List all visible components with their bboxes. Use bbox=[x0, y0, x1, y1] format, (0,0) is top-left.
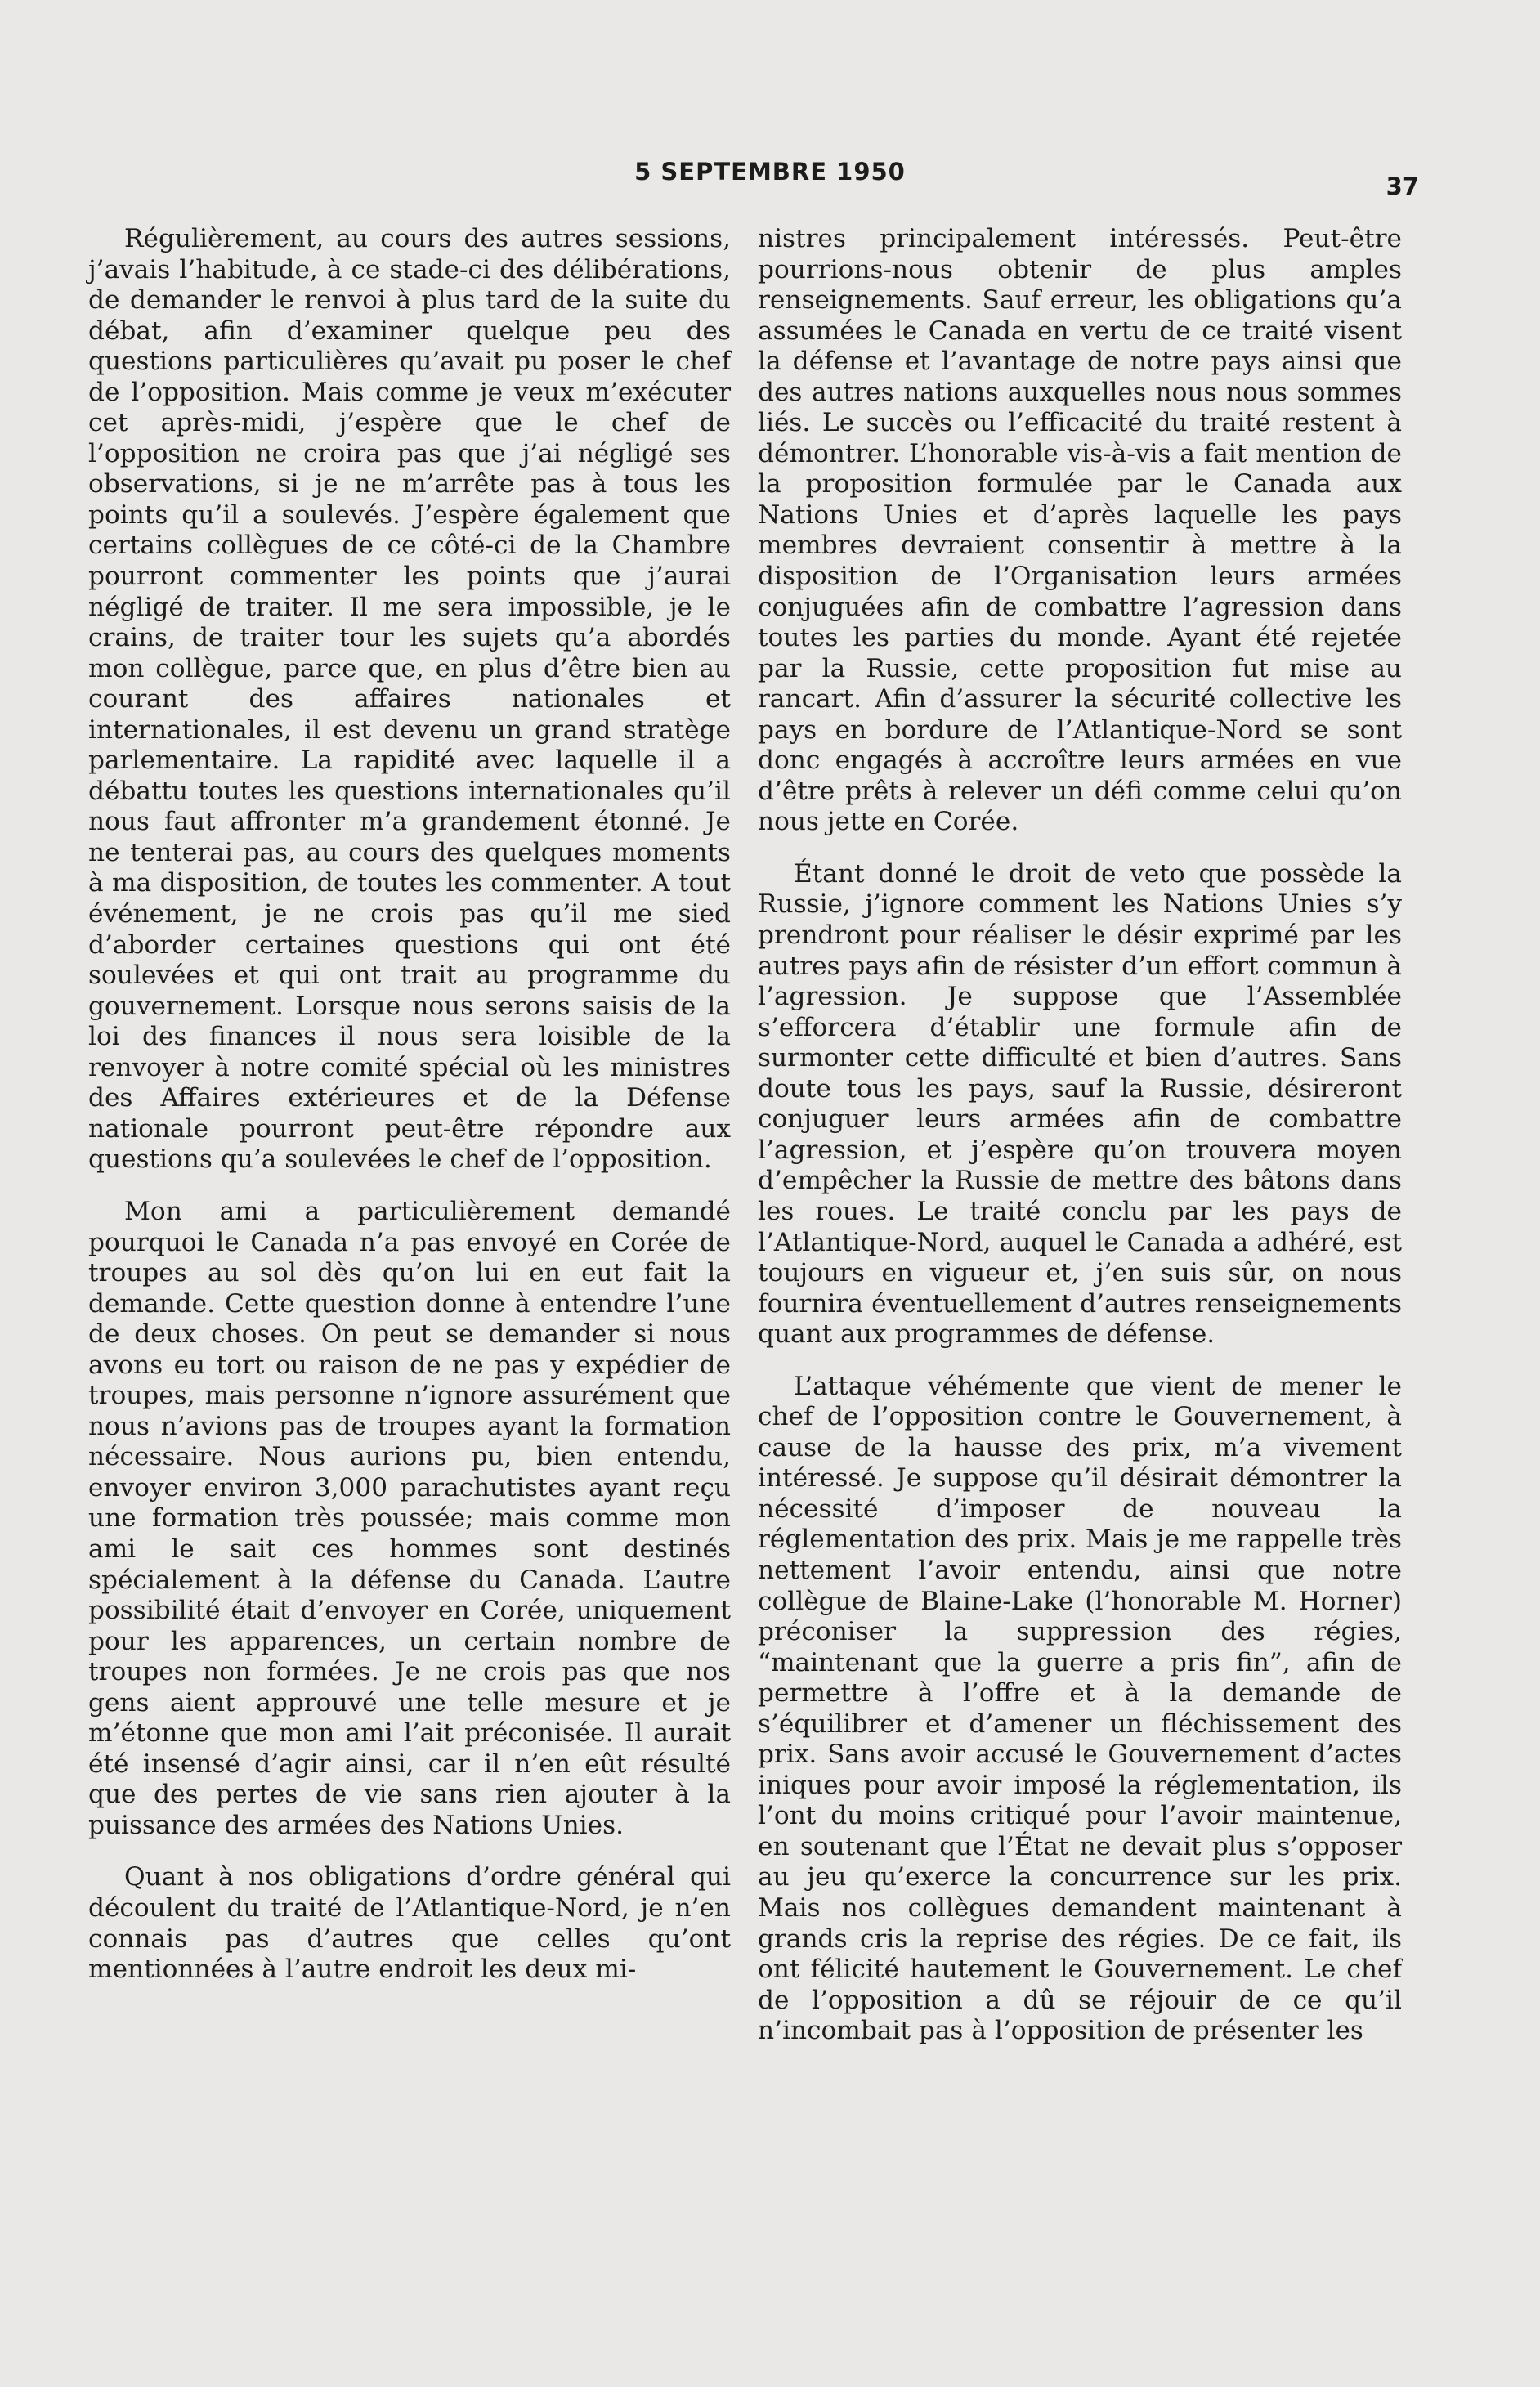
paragraph: Mon ami a particulièrement demandé pourquoi le Canada n’a pas envoyé en Corée de troupes au sol dès qu’on lui en eut fait la demande. Cette question donne à entendre l’une de deux choses. On peut se demander si nous avons eu tort ou raison de ne pas y expédier de troupes, mais personne n’ignore assurément que nous n’avions pas de troupes ayant la formation nécessaire. Nous aurions pu, bien entendu, envoyer environ 3,000 parachutistes ayant reçu une formation très poussée; mais comme mon ami le sait ces hommes sont destinés spécialement à la défense du Canada. L’autre possibilité était d’envoyer en Corée, uniquement pour les apparences, un certain nombre de troupes non formées. Je ne crois pas que nos gens aient approuvé une telle mesure et je m’étonne que mon ami l’ait préconisée. Il aurait été insensé d’agir ainsi, car il n’en eût résulté que des pertes de vie sans rien ajouter à la puissance des armées des Nations Unies. bbox=[88, 1196, 731, 1840]
paragraph: Quant à nos obligations d’ordre général qui découlent du traité de l’Atlantique-Nord, je n’en connais pas d’autres que celles qu’ont mentionnées à l’autre endroit les deux mi- bbox=[88, 1862, 731, 1985]
page-number: 37 bbox=[1386, 172, 1419, 200]
page-header bbox=[0, 158, 1540, 199]
paragraph: L’attaque véhémente que vient de mener le chef de l’opposition contre le Gouvernement, à cause de la hausse des prix, m’a vivement intéressé. Je suppose qu’il désirait démontrer la nécessité d’imposer de nouveau la réglementation des prix. Mais je me rappelle très nettement l’avoir entendu, ainsi que notre collègue de Blaine-Lake (l’honorable M. Horner) préconiser la suppression des régies, “maintenant que la guerre a pris fin”, afin de permettre à l’offre et à la demande de s’équilibrer et d’amener un fléchissement des prix. Sans avoir accusé le Gouvernement d’actes iniques pour avoir imposé la réglementation, ils l’ont du moins critiqué pour l’avoir maintenue, en soutenant que l’État ne devait plus s’opposer au jeu qu’exerce la concurrence sur les prix. Mais nos collègues demandent maintenant à grands cris la reprise des régies. De ce fait, ils ont félicité hautement le Gouvernement. Le chef de l’opposition a dû se réjouir de ce qu’il n’incombait pas à l’opposition de présenter les bbox=[758, 1371, 1402, 2046]
paragraph: Régulièrement, au cours des autres sessions, j’avais l’habitude, à ce stade-ci des délibérations, de demander le renvoi à plus tard de la suite du débat, afin d’examiner quelque peu des questions particulières qu’avait pu poser le chef de l’opposition. Mais comme je veux m’exécuter cet après-midi, j’espère que le chef de l’opposition ne croira pas que j’ai négligé ses observations, si je ne m’arrête pas à tous les points qu’il a soulevés. J’espère également que certains collègues de ce côté-ci de la Chambre pourront commenter les points que j’aurai négligé de traiter. Il me sera impossible, je le crains, de traiter tour les sujets qu’a abordés mon collègue, parce que, en plus d’être bien au courant des affaires nationales et internationales, il est devenu un grand stratège parlementaire. La rapidité avec laquelle il a débattu toutes les questions internationales qu’il nous faut affronter m’a grandement étonné. Je ne tenterai pas, au cours des quelques moments à ma disposition, de toutes les commenter. A tout événement, je ne crois pas qu’il me sied d’aborder certaines questions qui ont été soulevées et qui ont trait au programme du gouvernement. Lorsque nous serons saisis de la loi des finances il nous sera loisible de la renvoyer à notre comité spécial où les ministres des Affaires extérieures et de la Défense nationale pourront peut-être répondre aux questions qu’a soulevées le chef de l’opposition. bbox=[88, 224, 731, 1175]
header-date: 5 SEPTEMBRE 1950 bbox=[634, 158, 906, 186]
right-column bbox=[758, 224, 1402, 2047]
paragraph: nistres principalement intéressés. Peut-être pourrions-nous obtenir de plus amples renseignements. Sauf erreur, les obligations qu’a assumées le Canada en vertu de ce traité visent la défense et l’avantage de notre pays ainsi que des autres nations auxquelles nous nous sommes liés. Le succès ou l’efficacité du traité restent à démontrer. L’honorable vis-à-vis a fait mention de la proposition formulée par le Canada aux Nations Unies et d’après laquelle les pays membres devraient consentir à mettre à la disposition de l’Organisation leurs armées conjuguées afin de combattre l’agression dans toutes les parties du monde. Ayant été rejetée par la Russie, cette proposition fut mise au rancart. Afin d’assurer la sécurité collective les pays en bordure de l’Atlantique-Nord se sont donc engagés à accroître leurs armées en vue d’être prêts à relever un défi comme celui qu’on nous jette en Corée. bbox=[758, 224, 1402, 837]
paragraph: Étant donné le droit de veto que possède la Russie, j’ignore comment les Nations Unies s’y prendront pour réaliser le désir exprimé par les autres pays afin de résister d’un effort commun à l’agression. Je suppose que l’Assemblée s’efforcera d’établir une formule afin de surmonter cette difficulté et bien d’autres. Sans doute tous les pays, sauf la Russie, désireront conjuguer leurs armées afin de combattre l’agression, et j’espère qu’on trouvera moyen d’empêcher la Russie de mettre des bâtons dans les roues. Le traité conclu par les pays de l’Atlantique-Nord, auquel le Canada a adhéré, est toujours en vigueur et, j’en suis sûr, on nous fournira éventuellement d’autres renseignements quant aux programmes de défense. bbox=[758, 858, 1402, 1350]
left-column bbox=[88, 224, 731, 1986]
